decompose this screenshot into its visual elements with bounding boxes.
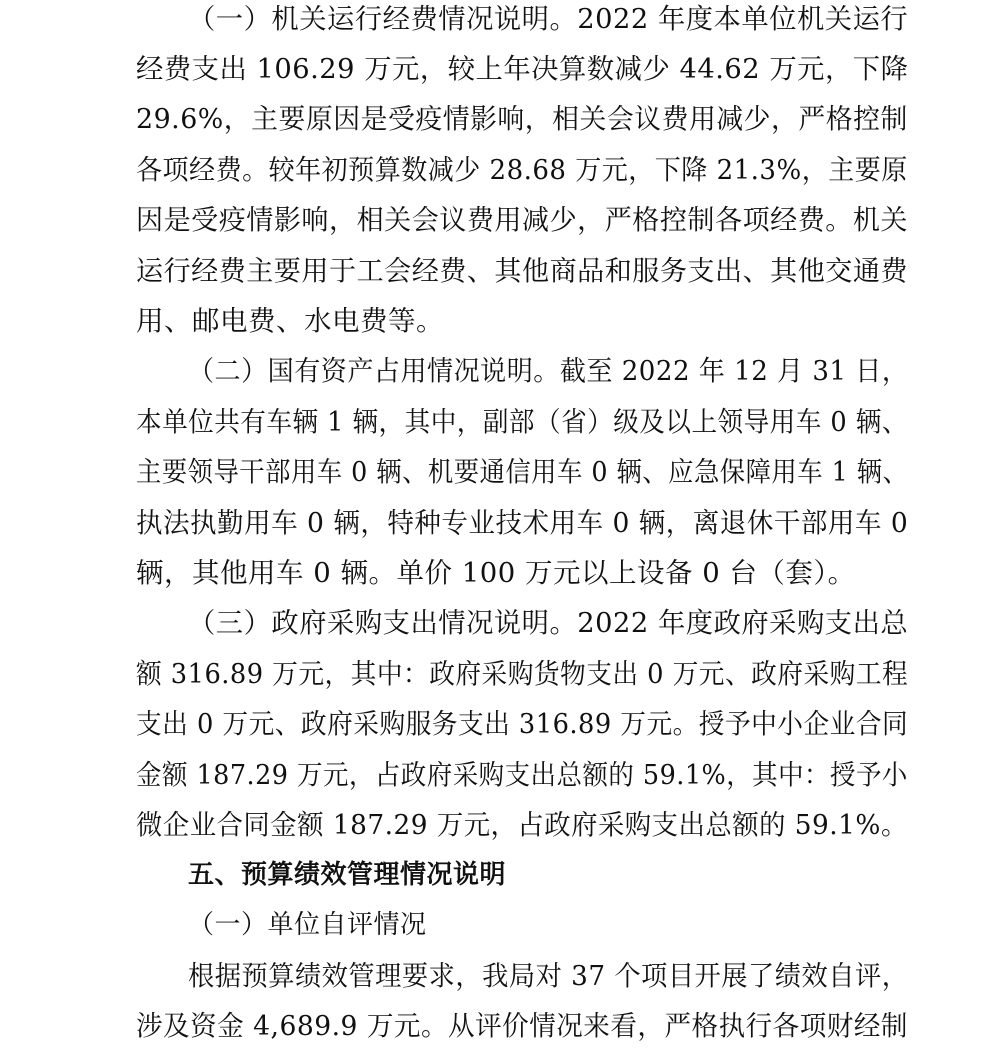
paragraph-line: （三）政府采购支出情况说明。2022 年度政府采购支出总 xyxy=(188,607,909,639)
section-heading: 五、预算绩效管理情况说明 xyxy=(188,860,507,890)
paragraph-line: 经费支出 106.29 万元，较上年决算数减少 44.62 万元，下降 xyxy=(136,53,909,85)
paragraph-line: 执法执勤用车 0 辆，特种专业技术用车 0 辆，离退休干部用车 0 xyxy=(136,507,909,539)
paragraph-line: 本单位共有车辆 1 辆，其中，副部（省）级及以上领导用车 0 辆、 xyxy=(136,406,908,438)
paragraph-line: （一）机关运行经费情况说明。2022 年度本单位机关运行 xyxy=(188,3,909,35)
paragraph-line: 各项经费。较年初预算数减少 28.68 万元，下降 21.3%，主要原 xyxy=(136,154,908,186)
subsection-heading: （一）单位自评情况 xyxy=(188,910,427,940)
paragraph-line: 用、邮电费、水电费等。 xyxy=(136,305,444,337)
paragraph-line: 根据预算绩效管理要求，我局对 37 个项目开展了绩效自评， xyxy=(188,960,909,992)
paragraph-line: 运行经费主要用于工会经费、其他商品和服务支出、其他交通费 xyxy=(136,255,909,287)
paragraph-line: 金额 187.29 万元，占政府采购支出总额的 59.1%，其中：授予小 xyxy=(136,759,908,791)
paragraph-line: （二）国有资产占用情况说明。截至 2022 年 12 月 31 日， xyxy=(188,355,909,387)
paragraph-line: 微企业合同金额 187.29 万元，占政府采购支出总额的 59.1%。 xyxy=(136,809,908,841)
paragraph-line: 29.6%，主要原因是受疫情影响，相关会议费用减少，严格控制 xyxy=(136,103,908,135)
paragraph-line: 主要领导干部用车 0 辆、机要通信用车 0 辆、应急保障用车 1 辆、 xyxy=(136,456,909,488)
paragraph-line: 涉及资金 4,689.9 万元。从评价情况来看，严格执行各项财经制 xyxy=(136,1010,908,1042)
paragraph-line: 因是受疫情影响，相关会议费用减少，严格控制各项经费。机关 xyxy=(136,204,909,236)
paragraph-line: 额 316.89 万元，其中：政府采购货物支出 0 万元、政府采购工程 xyxy=(136,658,909,690)
paragraph-line: 辆，其他用车 0 辆。单价 100 万元以上设备 0 台（套）。 xyxy=(136,557,856,589)
paragraph-line: 支出 0 万元、政府采购服务支出 316.89 万元。授予中小企业合同 xyxy=(136,708,909,740)
